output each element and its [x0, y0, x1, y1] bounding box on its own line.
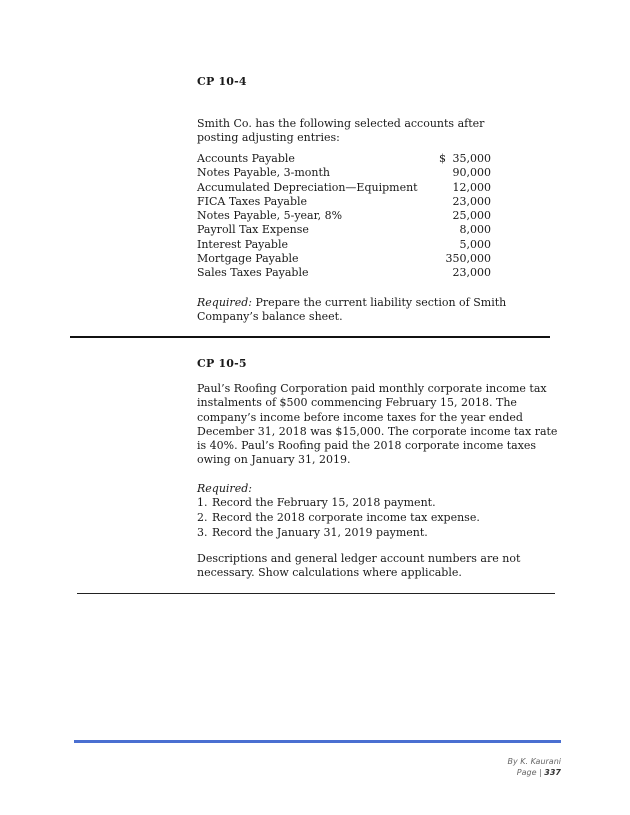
footer-author: By K. Kaurani	[507, 757, 561, 766]
footer-page	[517, 767, 561, 778]
account-row	[197, 266, 491, 280]
account-name: Accounts Payable	[197, 152, 295, 165]
account-amount	[439, 209, 491, 223]
account-name: Notes Payable, 3-month	[197, 166, 330, 180]
account-amount	[439, 223, 491, 237]
cp4-required-label: Required:	[197, 296, 252, 309]
account-row	[197, 166, 491, 180]
account-amount	[439, 266, 491, 280]
footer-page-number: 337	[544, 768, 561, 777]
step-number: 1.	[197, 496, 208, 509]
section-divider-top	[70, 336, 550, 338]
step-text: Record the February 15, 2018 payment.	[212, 496, 436, 509]
amount-value: 23,000	[452, 194, 491, 208]
amount-value: 350,000	[445, 252, 491, 266]
account-name: Payroll Tax Expense	[197, 223, 309, 237]
step-item	[197, 510, 480, 525]
account-row	[197, 209, 491, 223]
amount-value: 35,000	[452, 152, 491, 165]
account-name: Notes Payable, 5-year, 8%	[197, 209, 343, 223]
account-amount	[439, 181, 491, 195]
step-number: 2.	[197, 511, 208, 524]
account-row	[197, 238, 491, 252]
account-amount	[439, 252, 491, 266]
account-amount	[439, 195, 491, 209]
amount-value: 90,000	[452, 166, 491, 180]
account-row	[197, 252, 491, 266]
step-number: 3.	[197, 526, 208, 539]
account-amount	[439, 238, 491, 252]
account-name: Accumulated Depreciation—Equipment	[197, 180, 418, 194]
cp4-accounts-table	[197, 152, 491, 281]
amount-value: 23,000	[452, 266, 491, 280]
footer-page-label: Page |	[516, 768, 542, 777]
cp5-intro: Paul’s Roofing Corporation paid monthly corporate income tax instalments of $500 commencing February 15, 2018. The company’s income before income taxes for the year ended December 31, 2018 was $15,000. The corporate income tax rate is 40%. Paul’s Roofing paid the 2018 corporate income taxes owing on January 31, 2019.	[197, 382, 558, 467]
account-row	[197, 181, 491, 195]
account-amount	[439, 166, 491, 180]
account-row	[197, 223, 491, 237]
cp4-intro: Smith Co. has the following selected accounts after posting adjusting entries:	[197, 117, 485, 145]
amount-value: 12,000	[452, 180, 491, 194]
cp5-heading: CP 10-5	[197, 357, 247, 370]
account-amount	[439, 152, 491, 166]
cp5-note: Descriptions and general ledger account numbers are not necessary. Show calculations where applicable.	[197, 552, 521, 580]
account-name: Interest Payable	[197, 237, 288, 251]
cp5-required-label: Required:	[197, 482, 252, 495]
account-row	[197, 195, 491, 209]
amount-value: 25,000	[452, 209, 491, 223]
account-row	[197, 152, 491, 166]
step-text: Record the 2018 corporate income tax expense.	[212, 511, 480, 524]
amount-value: 5,000	[459, 237, 491, 251]
cp5-steps-list	[197, 495, 480, 540]
amount-value: 8,000	[459, 223, 491, 237]
step-item	[197, 495, 480, 510]
section-divider-bottom	[77, 593, 555, 594]
account-name: Mortgage Payable	[197, 252, 299, 266]
cp4-required	[197, 296, 557, 325]
step-text: Record the January 31, 2019 payment.	[212, 526, 428, 539]
account-name: FICA Taxes Payable	[197, 194, 308, 208]
step-item	[197, 525, 480, 540]
cp4-heading: CP 10-4	[197, 75, 247, 88]
footer-bar	[74, 740, 561, 743]
currency-symbol: $	[439, 152, 446, 165]
account-name: Sales Taxes Payable	[197, 266, 309, 280]
cp4-required-text: Prepare the current liability section of Smith Company’s balance sheet.	[197, 296, 507, 324]
